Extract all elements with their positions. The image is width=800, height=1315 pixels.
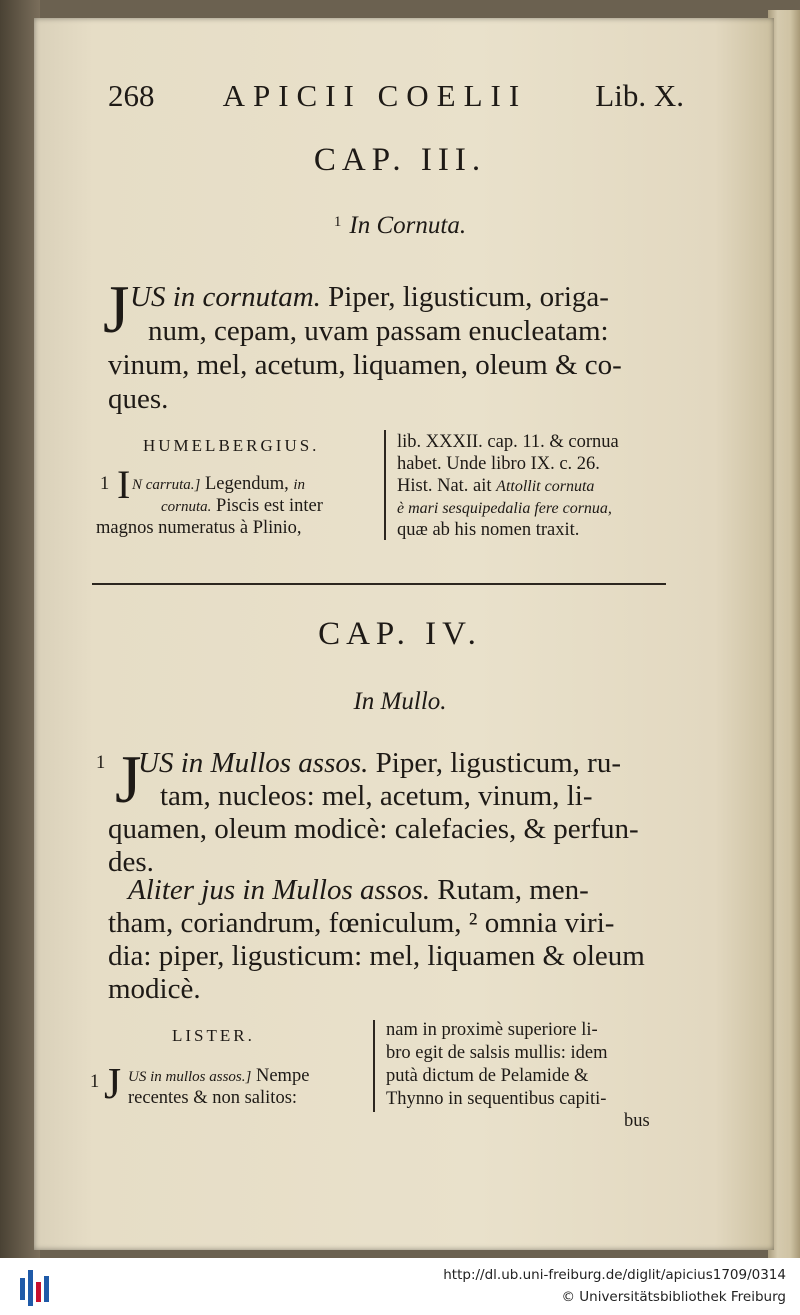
viewer-footer xyxy=(0,1258,800,1315)
commentator-heading: LISTER. xyxy=(172,1026,255,1045)
chapter-3-title: In Cornuta. xyxy=(349,212,467,239)
commentator-heading: HUMELBERGIUS. xyxy=(143,436,320,455)
recipe-line: ques. xyxy=(108,383,169,415)
column-rule xyxy=(373,1020,375,1112)
note-line: cornuta. Piscis est inter xyxy=(161,496,323,516)
chapter-4-title: In Mullo. xyxy=(353,688,447,715)
note-dropcap: I xyxy=(117,462,131,507)
note-line: putà dictum de Pelamide & xyxy=(386,1066,589,1086)
note-line: recentes & non salitos: xyxy=(128,1088,298,1108)
note-number: 1 xyxy=(100,474,110,494)
recipe-line: US in Mullos assos. Piper, ligusticum, ru- xyxy=(138,747,621,779)
column-rule xyxy=(384,430,386,540)
recipe-line: tam, nucleos: mel, acetum, vinum, li- xyxy=(160,780,593,812)
note-line: bus xyxy=(624,1111,650,1131)
chapter-3-heading: CAP. III. xyxy=(313,142,487,178)
note-line: US in mullos assos.] Nempe xyxy=(128,1066,310,1086)
recipe-line: quamen, oleum modicè: calefacies, & perfun- xyxy=(108,813,639,845)
section-divider xyxy=(92,583,666,585)
note-line: Hist. Nat. ait Attollit cornuta xyxy=(397,476,595,496)
library-logo-icon xyxy=(18,1266,52,1306)
note-line: habet. Unde libro IX. c. 26. xyxy=(397,454,600,474)
recipe-line: tham, coriandrum, fœniculum, ² omnia viri- xyxy=(108,907,615,939)
recipe-line: modicè. xyxy=(108,973,201,1005)
copyright-notice: © Universitätsbibliothek Freiburg xyxy=(561,1289,786,1305)
recipe-line: Aliter jus in Mullos assos. Rutam, men- xyxy=(128,874,589,906)
chapter-3-title-line xyxy=(0,212,800,240)
note-line: N carruta.] Legendum, in xyxy=(132,474,306,494)
recipe-line: num, cepam, uvam passam enucleatam: xyxy=(148,315,609,347)
recipe-line: vinum, mel, acetum, liquamen, oleum & co- xyxy=(108,349,622,381)
footnote-marker: 1 xyxy=(333,214,342,230)
chapter-4-heading: CAP. IV. xyxy=(318,616,482,652)
recipe-line: US in cornutam. Piper, ligusticum, origa- xyxy=(130,281,609,313)
library-logo[interactable] xyxy=(18,1266,52,1306)
recipe-line: dia: piper, ligusticum: mel, liquamen & oleum xyxy=(108,940,645,972)
note-line: quæ ab his nomen traxit. xyxy=(397,520,580,540)
note-line: magnos numeratus à Plinio, xyxy=(96,518,302,538)
note-line: Thynno in sequentibus capiti- xyxy=(386,1089,607,1109)
page-number: 268 xyxy=(108,78,155,113)
note-number: 1 xyxy=(90,1072,100,1092)
book-label: Lib. X. xyxy=(595,78,684,113)
recipe-line: des. xyxy=(108,846,154,878)
note-line: bro egit de salsis mullis: idem xyxy=(386,1043,608,1063)
note-line: lib. XXXII. cap. 11. & cornua xyxy=(397,432,619,452)
footnote-marker: 1 xyxy=(96,753,106,773)
chapter-4-recipe-dropcap: J xyxy=(115,741,142,817)
note-line: è mari sesquipedalia fere cornua, xyxy=(397,500,612,517)
note-line: nam in proximè superiore li- xyxy=(386,1020,598,1040)
chapter-3-recipe-dropcap: J xyxy=(103,271,130,347)
note-dropcap: J xyxy=(104,1059,122,1108)
running-header xyxy=(108,78,684,114)
running-title: APICII COELII xyxy=(222,78,528,113)
document-url[interactable]: http://dl.ub.uni-freiburg.de/diglit/apicius1709/0314 xyxy=(443,1267,786,1283)
